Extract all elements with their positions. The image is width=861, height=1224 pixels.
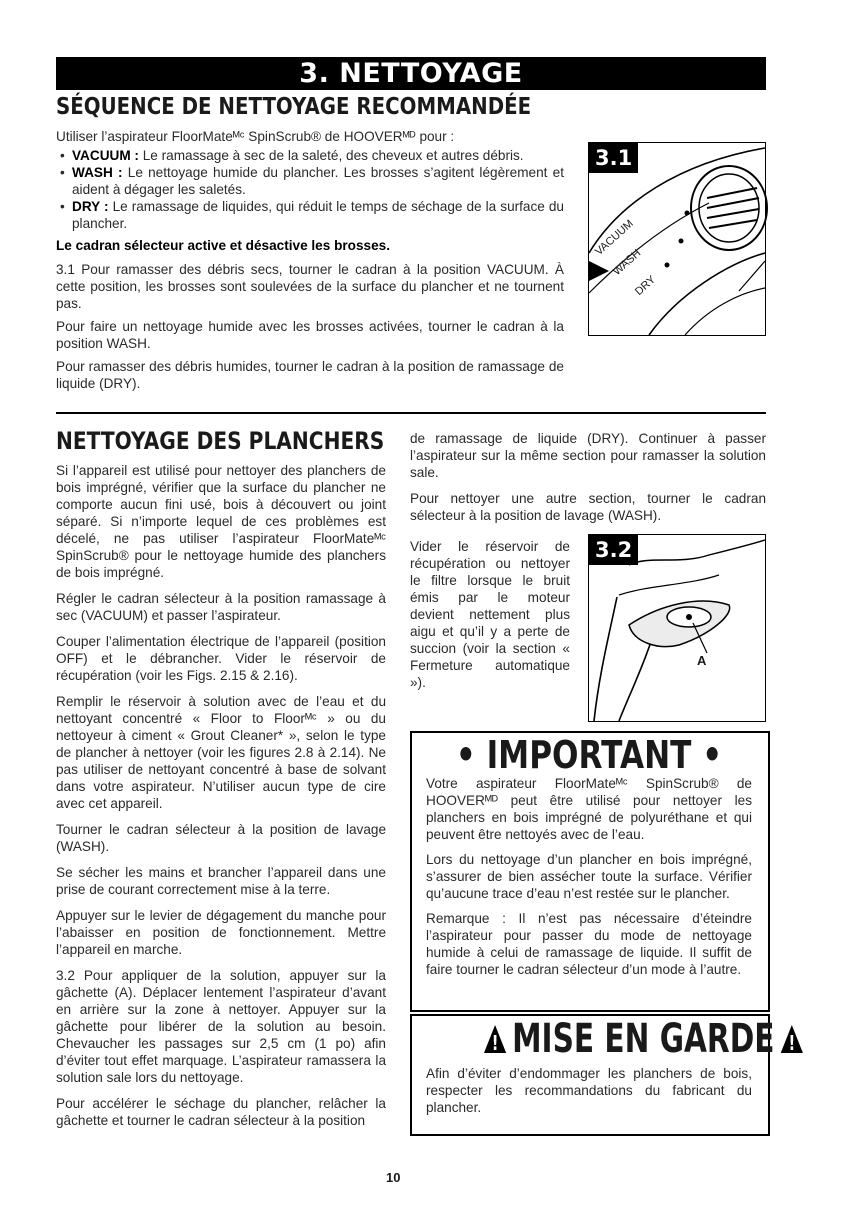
floors-paragraph: Couper l’alimentation électrique de l’appareil (position OFF) et le débrancher. Vider le réservoir de récupération (voir les Figs. 2.15 & 2.16). bbox=[56, 634, 386, 683]
important-title: • IMPORTANT • bbox=[455, 733, 723, 777]
important-paragraph: Remarque : Il n’est pas nécessaire d’éteindre l’aspirateur pour passer du mode de nettoyage humide à celui de ramassage de liquide. Il suffit de faire tourner le cadran sélecteur d’un mode à l’autre. bbox=[426, 911, 752, 977]
page-heading: SÉQUENCE DE NETTOYAGE RECOMMANDÉE bbox=[56, 94, 532, 120]
bullet-keyword: WASH : bbox=[72, 165, 123, 180]
svg-text:!: ! bbox=[788, 1032, 795, 1056]
floors-paragraph: Régler le cadran sélecteur à la position ramassage à sec (VACUUM) et passer l’aspirateur. bbox=[56, 591, 386, 623]
callout-a: A bbox=[697, 653, 707, 668]
floors-paragraph: Pour accélérer le séchage du plancher, relâcher la gâchette et tourner le cadran sélecteur à la position bbox=[56, 1096, 386, 1128]
figure-3-2 bbox=[588, 534, 766, 722]
floors-right-column bbox=[410, 430, 766, 524]
floors-paragraph: Vider le réservoir de récupération ou nettoyer le filtre lorsque le bruit émis par le moteur devient nettement plus aigu et qu’il y a perte de succion (voir la section « Fermeture automatique »). bbox=[410, 539, 570, 690]
figure-label: 3.1 bbox=[589, 143, 638, 173]
sequence-intro: Utiliser l’aspirateur FloorMateᴹᶜ SpinScrub® de HOOVERᴹᴰ pour : bbox=[56, 129, 455, 144]
floors-paragraph: Remplir le réservoir à solution avec de l’eau et du nettoyant concentré « Floor to Floorᴹᶜ » ou du nettoyeur à ciment « Grout Cleaner* », selon le type de plancher à nettoyer (voir les figures 2.8 à 2.14). Ne pas utiliser de nettoyant concentré à base de solvant dans votre aspirateur. N’utiliser aucun type de cire avec cet appareil. bbox=[56, 694, 386, 811]
bullet-wash: • WASH : Le nettoyage humide du plancher. Les brosses s’agitent légèrement et aident à dégager les saletés. bbox=[60, 165, 564, 197]
bullet-dry: • DRY : Le ramassage de liquides, qui réduit le temps de séchage de la surface du plancher. bbox=[60, 199, 564, 231]
bullet-text: Le ramassage à sec de la saleté, des cheveux et autres débris. bbox=[142, 148, 524, 163]
floors-paragraph: 3.2 Pour appliquer de la solution, appuyer sur la gâchette (A). Déplacer lentement l’aspirateur d’avant en arrière sur la zone à nettoyer. Appuyer sur la gâchette pour libérer de la solution au besoin. Chevaucher les passages sur 2,5 cm (1 po) afin d’éviter tout effet marquage. L’aspirateur ramassera la solution sale lors du nettoyage. bbox=[56, 968, 386, 1085]
floors-paragraph: Se sécher les mains et brancher l’appareil dans une prise de courant correctement mise à la terre. bbox=[56, 865, 386, 897]
dial-label-wash: WASH bbox=[611, 247, 644, 278]
bullet-text: Le ramassage de liquides, qui réduit le temps de séchage de la surface du plancher. bbox=[72, 199, 564, 231]
sequence-paragraph: Pour faire un nettoyage humide avec les brosses activées, tourner le cadran à la position WASH. bbox=[56, 319, 564, 351]
floors-paragraph: Pour nettoyer une autre section, tourner le cadran sélecteur à la position de lavage (WASH). bbox=[410, 491, 766, 523]
floors-left-column bbox=[56, 462, 386, 1129]
svg-text:!: ! bbox=[491, 1032, 499, 1056]
bullet-keyword: VACUUM : bbox=[72, 148, 139, 163]
floors-paragraph: Tourner le cadran sélecteur à la position de lavage (WASH). bbox=[56, 822, 386, 854]
section-banner: 3. NETTOYAGE bbox=[56, 57, 766, 90]
floors-heading: NETTOYAGE DES PLANCHERS bbox=[56, 427, 385, 455]
figure-3-1 bbox=[588, 142, 766, 336]
warning-title-row bbox=[426, 1016, 795, 1065]
floors-paragraph-filter bbox=[410, 538, 570, 691]
section-divider bbox=[56, 412, 766, 414]
warning-text: Afin d’éviter d’endommager les planchers de bois, respecter les recommandations du fabricant du plancher. bbox=[426, 1066, 752, 1115]
warning-title: MISE EN GARDE bbox=[512, 1016, 775, 1062]
bullet-text: Le nettoyage humide du plancher. Les brosses s’agitent légèrement et aident à dégager les saletés. bbox=[72, 165, 564, 197]
important-paragraph: Lors du nettoyage d’un plancher en bois imprégné, s’assurer de bien assécher toute la surface. Vérifier qu’aucune trace d’eau n’est restée sur le plancher. bbox=[426, 852, 752, 901]
warning-triangle-icon bbox=[482, 1023, 507, 1055]
dial-label-vacuum: VACUUM bbox=[593, 217, 636, 258]
figure-label: 3.2 bbox=[589, 535, 638, 565]
sequence-section bbox=[56, 128, 564, 392]
dial-label-dry: DRY bbox=[633, 273, 659, 298]
warning-box bbox=[410, 1014, 795, 1136]
bullet-keyword: DRY : bbox=[72, 199, 109, 214]
bullet-vacuum: • VACUUM : Le ramassage à sec de la saleté, des cheveux et autres débris. bbox=[60, 148, 524, 163]
floors-paragraph: de ramassage de liquide (DRY). Continuer à passer l’aspirateur sur la même section pour ramasser la solution sale. bbox=[410, 431, 766, 480]
sequence-paragraph: 3.1 Pour ramasser des débris secs, tourner le cadran à la position VACUUM. À cette position, les brosses sont soulevées de la surface du plancher et ne tournent pas. bbox=[56, 262, 564, 311]
page-number: 10 bbox=[386, 1170, 401, 1185]
floors-paragraph: Si l’appareil est utilisé pour nettoyer des planchers de bois imprégné, vérifier que la surface du plancher ne comporte aucun fini usé, bois à découvert ou joint séparé. Si n’importe lequel de ces problèmes est décelé, ne pas utiliser l’aspirateur FloorMateᴹᶜ SpinScrub® pour le nettoyage humide des planchers de bois imprégné. bbox=[56, 463, 386, 580]
sequence-paragraph: Pour ramasser des débris humides, tourner le cadran à la position de ramassage de liquide (DRY). bbox=[56, 359, 564, 391]
warning-triangle-icon bbox=[779, 1023, 804, 1055]
important-paragraph: Votre aspirateur FloorMateᴹᶜ SpinScrub® de HOOVERᴹᴰ peut être utilisé pour nettoyer les planchers en bois imprégné de polyuréthane et qui peuvent être nettoyés avec de l’eau. bbox=[426, 776, 752, 842]
sequence-subheading: Le cadran sélecteur active et désactive les brosses. bbox=[56, 238, 390, 253]
floors-paragraph: Appuyer sur le levier de dégagement du manche pour l’abaisser en position de fonctionnement. Mettre l’appareil en marche. bbox=[56, 908, 386, 957]
important-box bbox=[410, 731, 770, 1012]
